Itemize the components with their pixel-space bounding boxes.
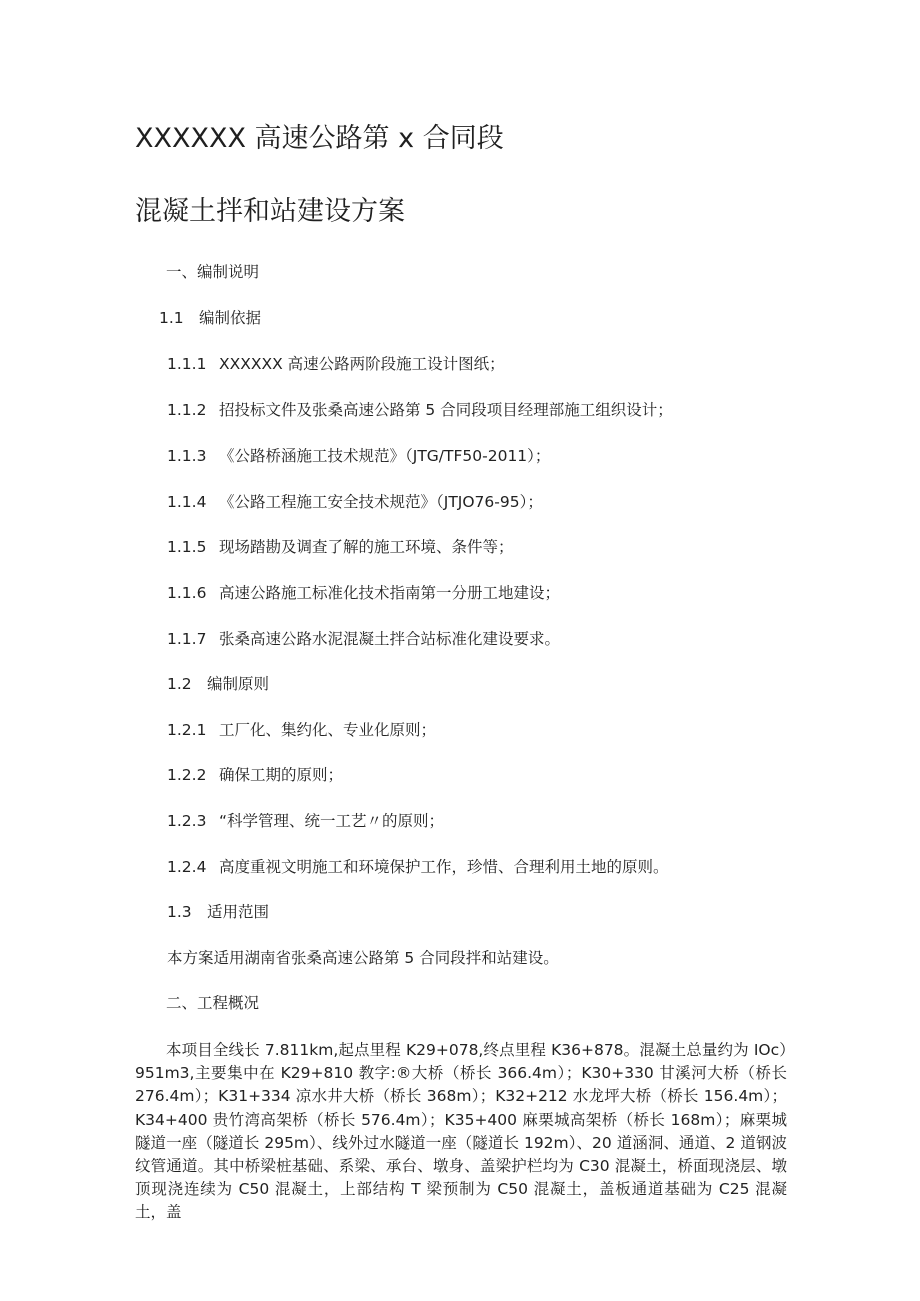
item-1-1-5 [167, 537, 514, 557]
item-number: 1.1.3 [167, 447, 207, 465]
subsection-text: 编制原则 [207, 675, 270, 693]
document-title-line1: XXXXXX 高速公路第 x 合同段 [135, 123, 504, 154]
item-text: 现场踏勘及调查了解的施工环境、条件等； [219, 538, 514, 556]
item-text: 张桑高速公路水泥混凝土拌合站标准化建设要求。 [219, 630, 561, 648]
subsection-number: 1.2 [167, 675, 192, 693]
item-number: 1.1.5 [167, 538, 207, 556]
item-1-2-4 [167, 857, 669, 877]
item-number: 1.2.1 [167, 721, 207, 739]
subsection-text: 编制依据 [199, 309, 262, 327]
item-text: XXXXXX 高速公路两阶段施工设计图纸； [219, 355, 505, 373]
scope-paragraph: 本方案适用湖南省张桑高速公路第 5 合同段拌和站建设。 [167, 949, 559, 967]
item-text: 高度重视文明施工和环境保护工作，珍惜、合理利用土地的原则。 [219, 858, 669, 876]
item-1-1-7 [167, 629, 560, 649]
item-1-1-3 [167, 446, 550, 466]
document-title-line2: 混凝土拌和站建设方案 [135, 196, 405, 227]
subsection-1-1 [159, 308, 261, 328]
item-text: “科学管理、统一工艺〃的原则； [219, 812, 445, 830]
item-number: 1.1.7 [167, 630, 207, 648]
item-number: 1.1.4 [167, 493, 207, 511]
subsection-text: 适用范围 [207, 903, 270, 921]
item-1-2-2 [167, 765, 343, 785]
item-number: 1.1.6 [167, 584, 207, 602]
subsection-1-3 [167, 902, 269, 922]
subsection-number: 1.1 [159, 309, 184, 327]
item-text: 招投标文件及张桑高速公路第 5 合同段项目经理部施工组织设计； [219, 401, 673, 419]
overview-paragraph: 本项目全线长 7.811km,起点里程 K29+078,终点里程 K36+878。混凝土总量约为 IOc）951m3,主要集中在 K29+810 教字:®大桥（桥长 366.4m）；K30+330 甘溪河大桥（桥长 276.4m）；K31+334 凉水井大桥（桥长 368m）；K32+212 水龙坪大桥（桥长 156.4m）；K34+400 贵竹湾高架桥（桥长 576.4m）；K35+400 麻栗城高架桥（桥长 168m）；麻栗城隧道一座（隧道长 295m）、线外过水隧道一座（隧道长 192m）、20 道涵洞、通道、2 道钢波纹管通道。其中桥梁桩基础、系梁、承台、墩身、盖梁护栏均为 C30 混凝土，桥面现浇层、墩顶现浇连续为 C50 混凝土，上部结构 T 梁预制为 C50 混凝土，盖板通道基础为 C25 混凝土，盖 [135, 1041, 787, 1222]
item-number: 1.2.2 [167, 766, 207, 784]
section-heading-1: 一、编制说明 [166, 263, 260, 281]
item-number: 1.2.4 [167, 858, 207, 876]
item-text: 《公路桥涵施工技术规范》（JTG/TF50-2011）； [219, 447, 551, 465]
item-number: 1.1.2 [167, 401, 207, 419]
item-1-1-1 [167, 354, 505, 374]
item-1-1-2 [167, 400, 673, 420]
item-text: 高速公路施工标准化技术指南第一分册工地建设； [219, 584, 561, 602]
item-number: 1.1.1 [167, 355, 207, 373]
subsection-number: 1.3 [167, 903, 192, 921]
item-number: 1.2.3 [167, 812, 207, 830]
item-text: 确保工期的原则； [219, 766, 344, 784]
subsection-1-2 [167, 674, 269, 694]
item-text: 《公路工程施工安全技术规范》（JTJO76-95）； [219, 493, 543, 511]
item-text: 工厂化、集约化、专业化原则； [219, 721, 437, 739]
item-1-2-3 [167, 811, 444, 831]
item-1-1-4 [167, 492, 543, 512]
item-1-2-1 [167, 720, 436, 740]
item-1-1-6 [167, 583, 560, 603]
section-heading-2: 二、工程概况 [166, 994, 260, 1012]
